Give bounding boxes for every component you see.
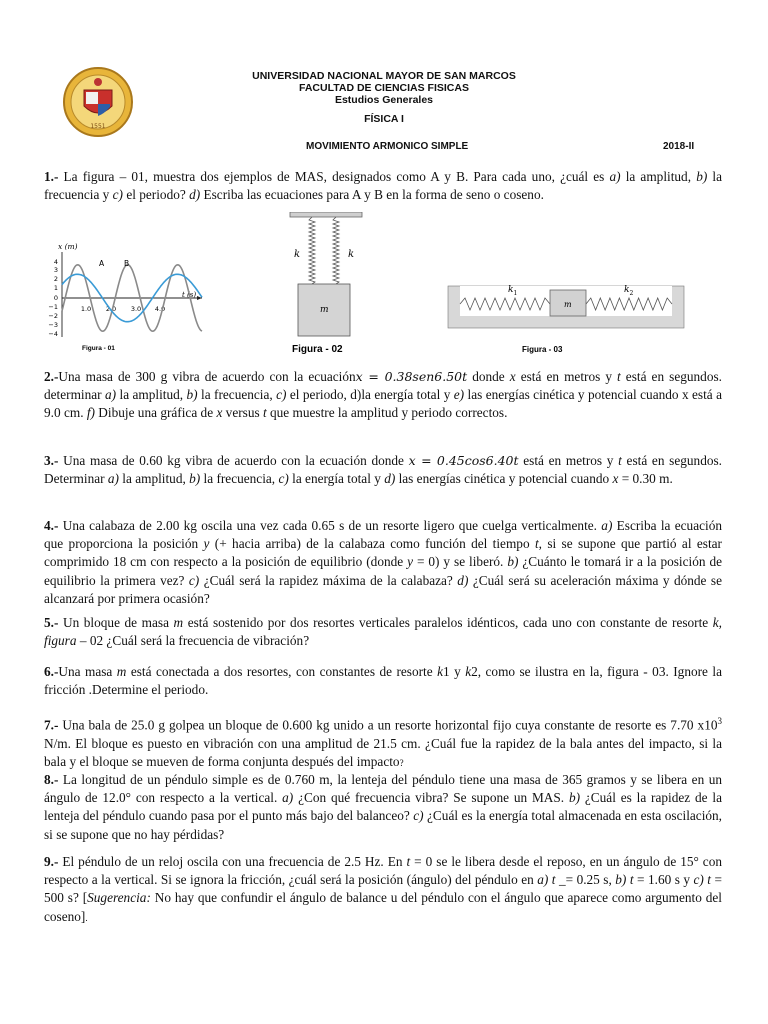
svg-text:1551: 1551 [90, 123, 106, 130]
problem-1: 1.- La figura – 01, muestra dos ejemplos de MAS, designados como A y B. Para cada uno, ¿cuál es a) la amplitud, b) la frecuencia y c) el periodo? d) Escriba las ecuaciones para A y B en la forma de seno o coseno. [44, 169, 723, 203]
university-name: UNIVERSIDAD NACIONAL MAYOR DE SAN MARCOS [252, 70, 516, 82]
problem-number: 1.- [44, 169, 59, 184]
faculty-name: FACULTAD DE CIENCIAS FISICAS [299, 82, 469, 94]
problem-number: 3.- [44, 453, 59, 468]
fig1-ytick: −1 [48, 303, 58, 311]
fig1-ytick: 0 [53, 294, 58, 302]
course-name: FÍSICA I [364, 113, 404, 125]
equation: x = 0.38sen6.50t [355, 369, 468, 384]
fig2-caption: Figura - 02 [292, 344, 343, 355]
studies-name: Estudios Generales [334, 94, 434, 106]
problem-number: 2.- [44, 369, 59, 384]
fig1-xtick: 1.0 [80, 305, 92, 313]
fig1-ytick: −3 [48, 321, 58, 329]
fig3-mass-label: m [564, 300, 572, 309]
problem-number: 9.- [44, 854, 59, 869]
fig1-caption: Figura - 01 [82, 345, 115, 352]
problem-number: 8.- [44, 772, 59, 787]
problem-8: 8.- La longitud de un péndulo simple es de 0.760 m, la lenteja del péndulo tiene una masa de 365 gramos y se libera en un ángulo de 12.0° con respecto a la vertical. a) ¿Con qué frecuencia vibra? Se supone un MAS. b) ¿Cuál es la rapidez de la lenteja del péndulo cuando pasa por el punto más bajo del balanceo? c) ¿Cuál es la energía total almacenada en esta oscilación, si se supone que no hay pérdidas? [44, 772, 723, 842]
fig2-spring [309, 217, 315, 284]
fig1-ytick: 3 [53, 266, 58, 274]
topic-title: MOVIMIENTO ARMONICO SIMPLE [306, 141, 469, 152]
problem-9: 9.- El péndulo de un reloj oscila con una frecuencia de 2.5 Hz. En t = 0 se le libera desde el reposo, en un ángulo de 15° con respecto a la vertical. Si se ignora la fricción, ¿cuál será la posición (ángulo) del péndulo en a) t _= 0.25 s, b) t = 1.60 s y c) t = 500 s? [Sugerencia: No hay que confundir el ángulo de balance u del péndulo con el ángulo que aparece como argumento del coseno]. [44, 854, 722, 924]
fig1-x-axis-label: t (s) [182, 291, 197, 299]
problem-3: 3.- Una masa de 0.60 kg vibra de acuerdo con la ecuación donde x = 0.45cos6.40t está en metros y t está en segundos. Determinar a) la amplitud, b) la frecuencia, c) la energía total y d) las energías cinética y potencial cuando x = 0.30 m. [44, 453, 723, 487]
problem-number: 4.- [44, 518, 59, 533]
fig1-ytick: −2 [48, 312, 58, 320]
fig2-spring [333, 217, 339, 284]
fig1-label-b: B [124, 259, 130, 268]
fig1-ytick: 2 [53, 275, 58, 283]
fig1-xtick: 2.0 [105, 305, 117, 313]
fig3-caption: Figura - 03 [522, 345, 563, 354]
equation: x = 0.45cos6.40t [408, 453, 519, 468]
figure-02-vertical-springs [286, 212, 366, 357]
fig3-k1-label: $k_1$ [508, 285, 518, 297]
problem-4: 4.- Una calabaza de 2.00 kg oscila una vez cada 0.65 s de un resorte ligero que cuelga verticalmente. a) Escriba la ecuación que proporciona la posición y (+ hacia arriba) de la calabaza como función del tiempo t, si se supone que partió al estar comprimido 18 cm con respecto a la posición de equilibrio (donde y = 0) y se liberó. b) ¿Cuánto le tomará ir a la posición de equilibrio la primera vez? c) ¿Cuál será la rapidez máxima de la calabaza? d) ¿Cuál será su aceleración máxima y dónde se alcanzará por primera ocasión? [44, 518, 723, 606]
term-label: 2018-II [663, 141, 695, 152]
problem-number: 7.- [44, 717, 59, 733]
fig2-mass-label: m [320, 305, 329, 315]
fig2-spring-label-left: k [294, 249, 301, 260]
fig1-xtick: 4.0 [154, 305, 166, 313]
problem-7: 7.- Una bala de 25.0 g golpea un bloque de 0.600 kg unido a un resorte horizontal fijo cuya constante de resorte es 7.70 $x10^3$ N/m. El bloque es puesto en vibración con una amplitud de 21.5 cm. ¿Cuál fue la rapidez de la bala antes del impacto, si la bala y el bloque se mueven de forma conjunta después del impacto? [44, 716, 722, 769]
fig3-k2-label: $k_2$ [624, 285, 634, 297]
problem-5: 5.- Un bloque de masa m está sostenido por dos resortes verticales paralelos idénticos, cada uno con constante de resorte k, figura – 02 ¿Cuál será la frecuencia de vibración? [44, 615, 722, 649]
problem-number: 6.- [44, 664, 59, 679]
problem-number: 5.- [44, 615, 59, 630]
fig2-spring-label-right: k [348, 249, 355, 260]
fig1-xtick: 3.0 [130, 305, 142, 313]
problem-2: 2.-Una masa de 300 g vibra de acuerdo con la ecuaciónx = 0.38sen6.50t donde x está en metros y t está en segundos. determinar a) la amplitud, b) la frecuencia, c) el periodo, d)la energía total y e) las energías cinética y potencial cuando x está a 9.0 cm. f) Dibuje una gráfica de x versus t que muestre la amplitud y periodo correctos. [44, 369, 723, 421]
problem-6: 6.-Una masa m está conectada a dos resortes, con constantes de resorte k1 y k2, como se ilustra en la, figura - 03. Ignore la fricción .Determine el periodo. [44, 664, 722, 698]
fig1-label-a: A [99, 259, 105, 268]
fig1-ytick: 1 [53, 284, 58, 292]
fig1-y-axis-label: x (m) [58, 242, 78, 251]
figure-03-horizontal-springs [446, 280, 686, 356]
fig1-ytick: −4 [48, 330, 58, 338]
figure-01-graph [44, 240, 214, 355]
fig1-ytick: 4 [53, 258, 58, 266]
